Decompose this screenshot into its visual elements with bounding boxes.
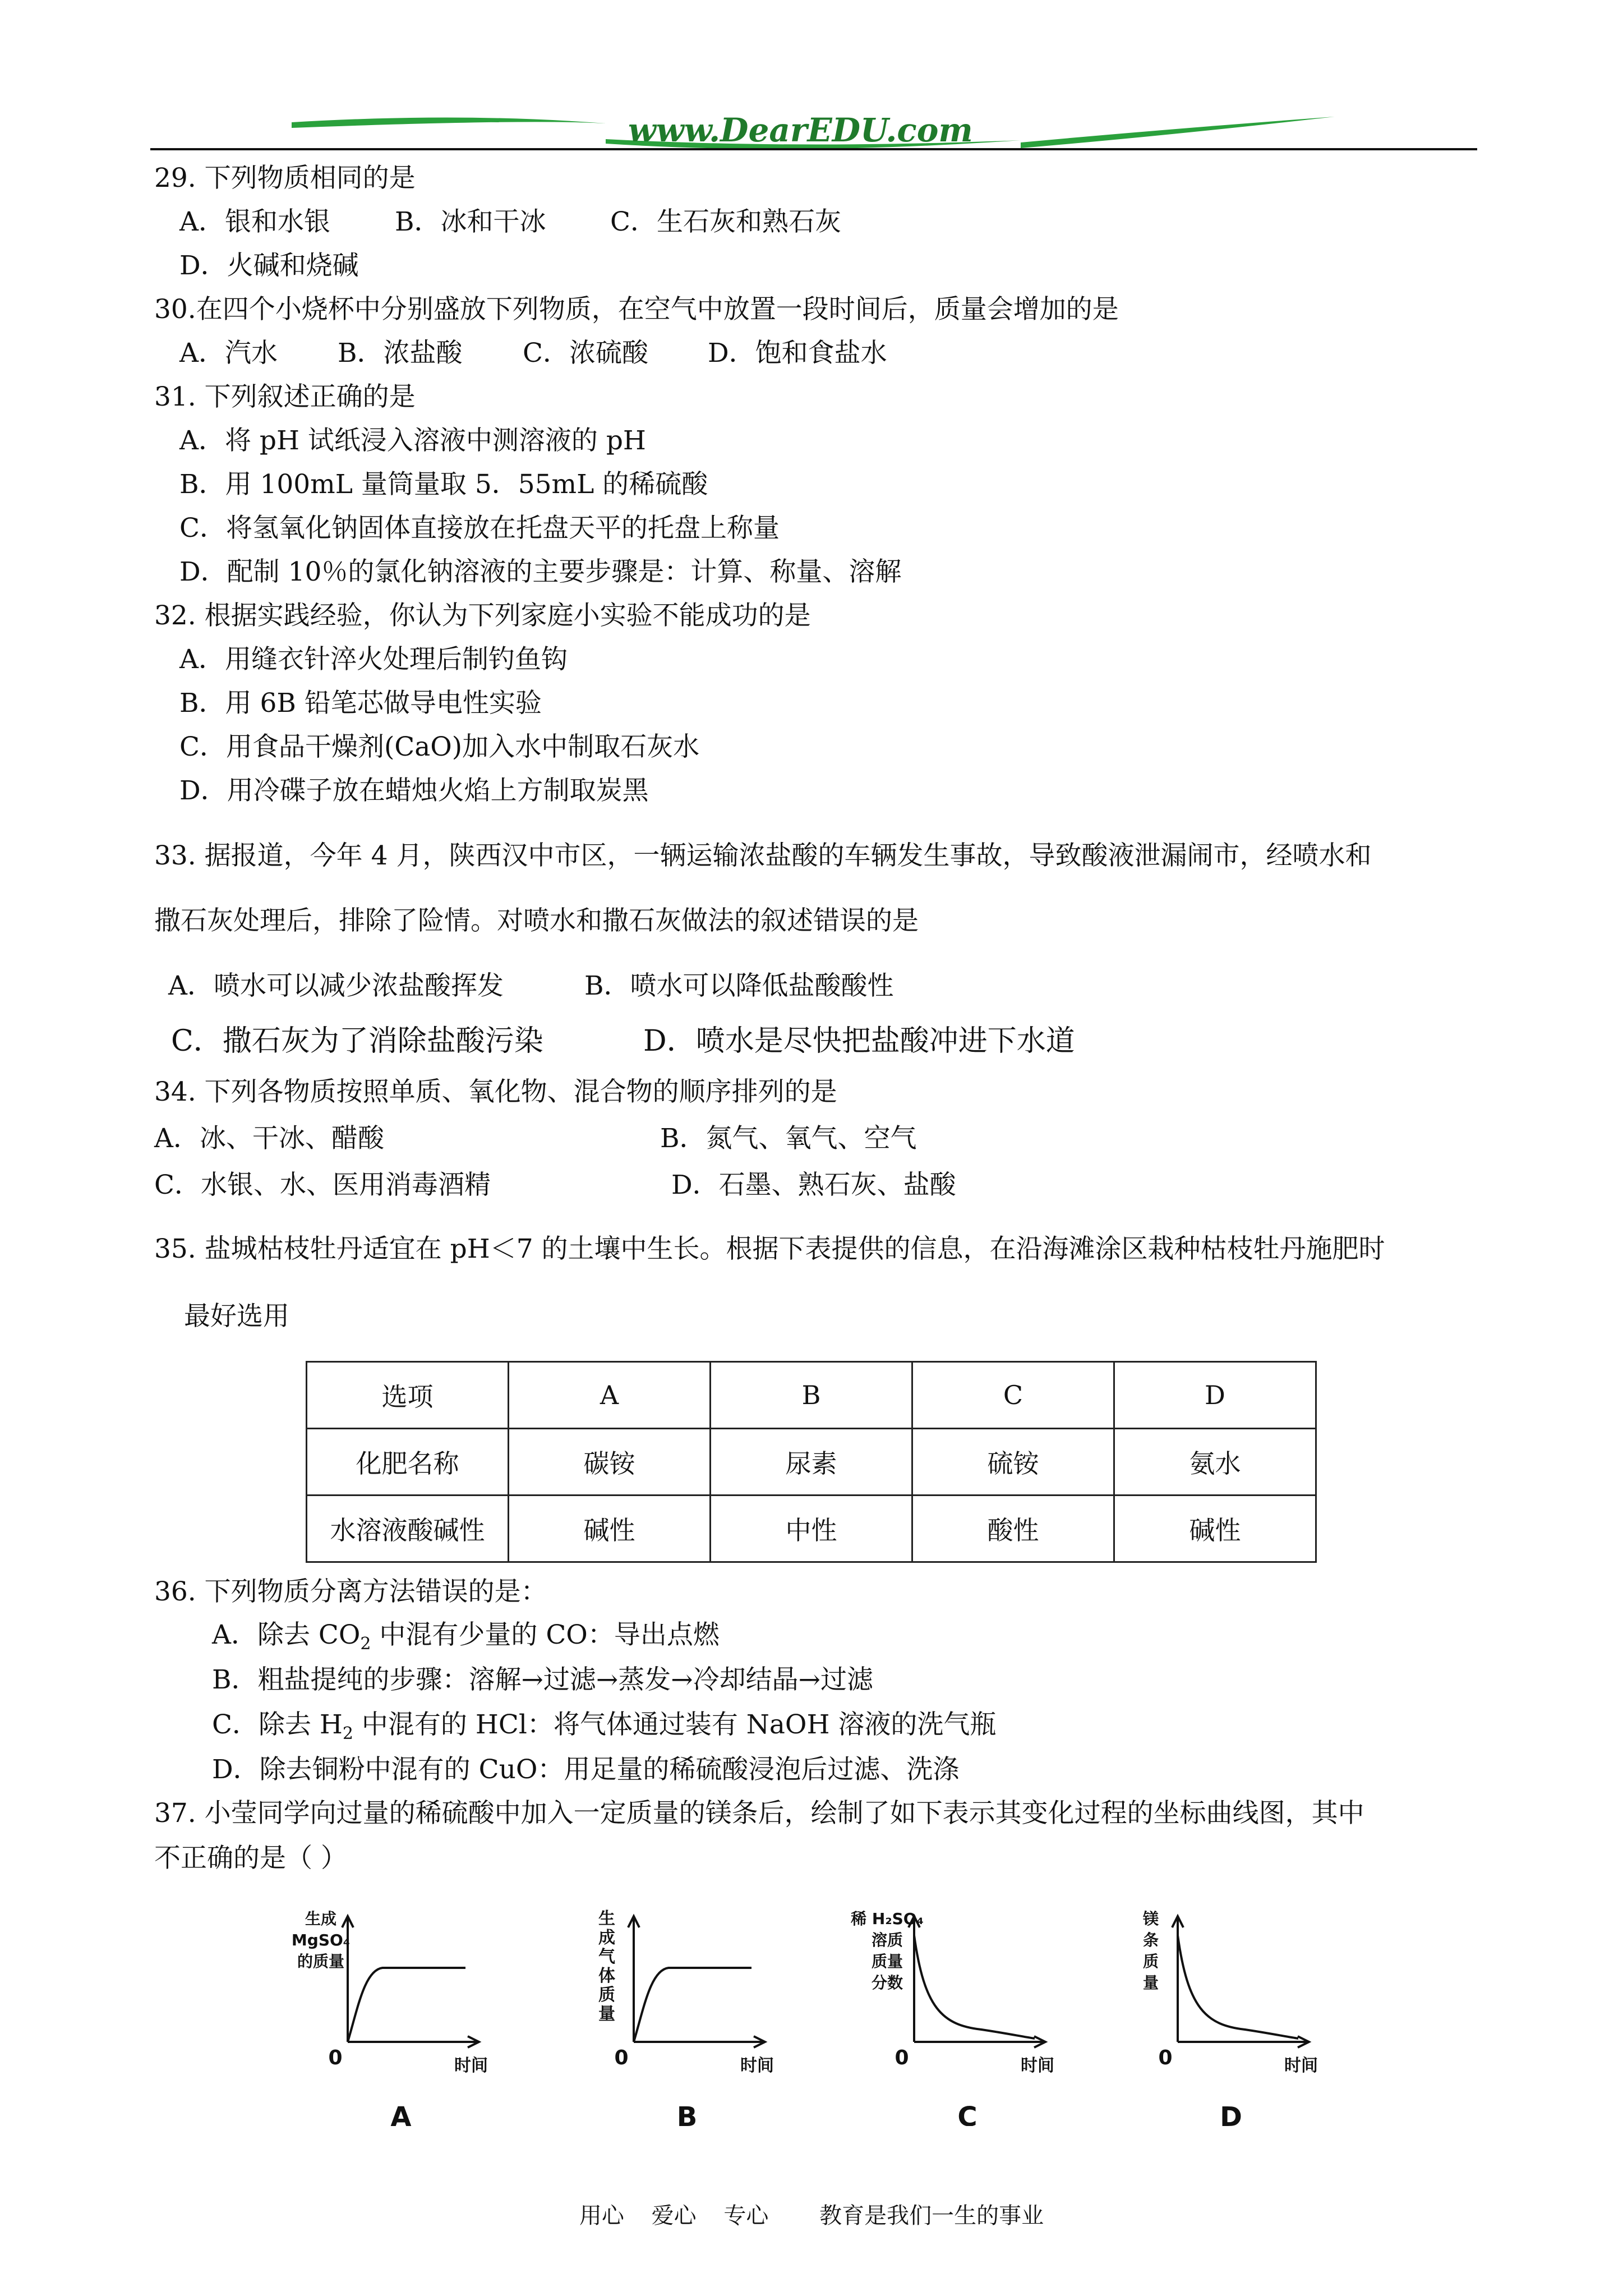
q31-option-d: D．配制 10％的氯化钠溶液的主要步骤是：计算、称量、溶解 (179, 556, 902, 587)
q33-option-d: D．喷水是尽快把盐酸冲进下水道 (643, 1024, 1075, 1058)
y-axis-label: 分数 (871, 1973, 903, 1992)
q31-stem: 31. 下列叙述正确的是 (154, 381, 416, 412)
table-cell: B (711, 1362, 912, 1429)
q31-option-b: B．用 100mL 量筒量取 5．55mL 的稀硫酸 (179, 469, 708, 500)
q35-stem-line1: 35. 盐城枯枝牡丹适宜在 pH＜7 的土壤中生长。根据下表提供的信息，在沿海滩涂区栽种枯枝牡丹施肥时 (154, 1234, 1385, 1264)
q34-option-d: D．石墨、熟石灰、盐酸 (671, 1170, 956, 1200)
table-cell: 酸性 (912, 1496, 1114, 1562)
table-cell: 中性 (711, 1496, 912, 1562)
q29-option-b: B．冰和干冰 (395, 206, 546, 237)
y-axis-label: 量 (1142, 1973, 1159, 1992)
logo-text: www.DearEDU.com (628, 111, 973, 149)
q34-option-a: A．冰、干冰、醋酸 (154, 1123, 384, 1154)
chart-option-label: C (957, 2101, 978, 2126)
table-cell: C (912, 1362, 1114, 1429)
q29-option-c: C．生石灰和熟石灰 (610, 206, 841, 237)
q32-option-d: D．用冷碟子放在蜡烛火焰上方制取炭黑 (179, 775, 649, 806)
logo-left-swoosh (292, 117, 606, 128)
q36-a-pre: A．除去 CO (212, 1619, 361, 1650)
table-cell: 水溶液酸碱性 (307, 1496, 509, 1562)
q30-option-d: D．饱和食盐水 (708, 338, 887, 369)
curve-line (348, 1968, 465, 2042)
q35-stem-line2: 最好选用 (184, 1301, 289, 1332)
x-axis-label: 时间 (454, 2056, 488, 2076)
table-row (307, 1429, 1316, 1496)
q36-option-d: D．除去铜粉中混有的 CuO：用足量的稀硫酸浸泡后过滤、洗涤 (212, 1754, 960, 1785)
y-axis-label: 生 (598, 1909, 615, 1929)
y-axis-label: 量 (598, 2004, 615, 2024)
q36-stem: 36. 下列物质分离方法错误的是： (154, 1576, 547, 1607)
y-axis-label: 稀 H₂SO₄ (851, 1910, 924, 1928)
table-cell: 硫铵 (912, 1429, 1114, 1496)
q33-option-a: A．喷水可以减少浓盐酸挥发 (168, 970, 504, 1001)
table-cell: 碱性 (509, 1496, 711, 1562)
fertilizer-table (306, 1361, 1317, 1563)
q30-options (179, 337, 887, 370)
q32-option-c: C．用食品干燥剂(CaO)加入水中制取石灰水 (179, 731, 700, 762)
q33-option-b: B．喷水可以降低盐酸酸性 (584, 970, 894, 1001)
q36-option-a (212, 1618, 720, 1661)
x-axis-label: 时间 (740, 2056, 774, 2076)
table-cell: 尿素 (711, 1429, 912, 1496)
footer-part: 用心 (579, 2203, 624, 2229)
origin-label: 0 (895, 2046, 909, 2069)
y-axis-label: 条 (1142, 1931, 1159, 1949)
table-row (307, 1362, 1316, 1429)
chart-option-label: B (676, 2101, 698, 2126)
q29-stem: 29. 下列物质相同的是 (154, 163, 416, 194)
q33-options-row2 (171, 1024, 1075, 1058)
y-axis-label: 质量 (871, 1952, 903, 1971)
table-cell: A (509, 1362, 711, 1429)
y-axis-label: 生成 (305, 1910, 337, 1928)
q36-a-post: 中混有少量的 CO：导出点燃 (371, 1619, 720, 1650)
chart-option-label: A (390, 2101, 412, 2126)
footer-part: 爱心 (651, 2203, 697, 2229)
table-cell: 选项 (307, 1362, 509, 1429)
footer-part: 专心 (723, 2203, 769, 2229)
q36-option-c (212, 1708, 996, 1751)
table-cell: 碳铵 (509, 1429, 711, 1496)
origin-label: 0 (1158, 2046, 1173, 2069)
origin-label: 0 (614, 2046, 629, 2069)
q32-option-a: A．用缝衣针淬火处理后制钓鱼钩 (179, 644, 568, 675)
q36-option-b: B．粗盐提纯的步骤：溶解→过滤→蒸发→冷却结晶→过滤 (212, 1664, 874, 1695)
curve-line (1178, 1935, 1298, 2039)
table-row (307, 1496, 1316, 1562)
x-axis-label: 时间 (1284, 2056, 1318, 2076)
q31-option-c: C．将氢氧化钠固体直接放在托盘天平的托盘上称量 (179, 513, 780, 544)
y-axis-label: 的质量 (297, 1952, 345, 1971)
q29-option-a: A．银和水银 (179, 206, 330, 237)
y-axis-label: 质 (1142, 1952, 1159, 1971)
y-axis-label: 镁 (1142, 1910, 1159, 1928)
q33-stem-line2: 撒石灰处理后，排除了险情。对喷水和撒石灰做法的叙述错误的是 (154, 905, 919, 936)
q37-curve-charts (0, 1890, 1623, 2126)
q36-c-subscript: 2 (342, 1724, 353, 1743)
q29-option-d: D．火碱和烧碱 (179, 250, 359, 281)
q30-option-a: A．汽水 (179, 338, 278, 369)
y-axis-label: 质 (598, 1985, 615, 2005)
y-axis-label: 体 (598, 1966, 615, 1986)
q34-option-b: B．氮气、氧气、空气 (660, 1123, 917, 1154)
page-footer (0, 2198, 1623, 2230)
q30-option-c: C．浓硫酸 (523, 338, 648, 369)
y-axis-label: MgSO₄ (291, 1931, 351, 1949)
q30-stem: 30.在四个小烧杯中分别盛放下列物质，在空气中放置一段时间后，质量会增加的是 (154, 294, 1119, 325)
table-cell: 化肥名称 (307, 1429, 509, 1496)
q36-c-post: 中混有的 HCl：将气体通过装有 NaOH 溶液的洗气瓶 (353, 1709, 997, 1740)
q34-options-row1 (154, 1122, 917, 1156)
q34-option-c: C．水银、水、医用消毒酒精 (154, 1170, 491, 1200)
q32-stem: 32. 根据实践经验，你认为下列家庭小实验不能成功的是 (154, 600, 811, 631)
table-cell: 碱性 (1114, 1496, 1316, 1562)
y-axis-label: 溶质 (871, 1931, 903, 1949)
x-axis-label: 时间 (1021, 2056, 1054, 2076)
q37-stem-line1: 37. 小莹同学向过量的稀硫酸中加入一定质量的镁条后，绘制了如下表示其变化过程的坐标曲线图，其中 (154, 1798, 1364, 1829)
q33-options-row1 (168, 969, 894, 1003)
q34-stem: 34. 下列各物质按照单质、氧化物、混合物的顺序排列的是 (154, 1076, 837, 1107)
curve-line (914, 1935, 1035, 2039)
q32-option-b: B．用 6B 铅笔芯做导电性实验 (179, 688, 542, 719)
q29-options-row1 (179, 205, 841, 239)
header-rule (150, 148, 1477, 150)
q34-options-row2 (154, 1168, 956, 1202)
table-cell: 氨水 (1114, 1429, 1316, 1496)
chart-option-label: D (1220, 2101, 1242, 2126)
y-axis-label: 气 (598, 1947, 615, 1967)
y-axis-label: 成 (598, 1928, 615, 1948)
curve-line (634, 1968, 751, 2042)
q31-option-a: A．将 pH 试纸浸入溶液中测溶液的 pH (179, 425, 646, 456)
origin-label: 0 (328, 2046, 343, 2069)
logo-right-swoosh (1021, 117, 1335, 148)
q36-c-pre: C．除去 H (212, 1709, 343, 1740)
q33-stem-line1: 33. 据报道，今年 4 月，陕西汉中市区，一辆运输浓盐酸的车辆发生事故，导致酸液泄漏闹市，经喷水和 (154, 840, 1372, 871)
q30-option-b: B．浓盐酸 (338, 338, 463, 369)
q33-option-c: C．撒石灰为了消除盐酸污染 (171, 1024, 543, 1058)
table-cell: D (1114, 1362, 1316, 1429)
footer-part: 教育是我们一生的事业 (819, 2203, 1044, 2229)
q36-a-subscript: 2 (360, 1634, 371, 1654)
q37-stem-line2: 不正确的是（ ） (154, 1843, 347, 1874)
